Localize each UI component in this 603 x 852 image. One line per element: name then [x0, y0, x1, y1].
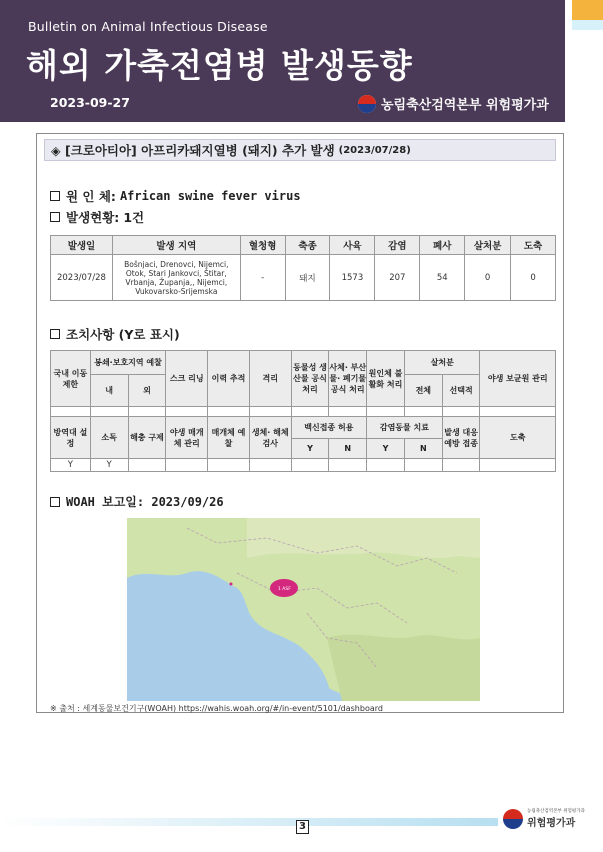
col-header: 도축	[511, 236, 556, 255]
taegeuk-icon	[503, 809, 523, 829]
col-header: 야생 보균원 관리	[480, 351, 556, 407]
sub-header: 전체	[404, 375, 442, 407]
status-value: 1건	[123, 210, 145, 225]
topic-bar	[44, 139, 556, 161]
checkbox-square-icon	[50, 212, 60, 222]
sub-header: Y	[291, 439, 329, 459]
col-header: 감염	[375, 236, 420, 255]
pathogen-label: 원 인 체:	[66, 189, 116, 204]
col-header: 사체· 부산물· 폐기물 공식 처리	[329, 351, 367, 407]
page-number: 3	[296, 820, 309, 834]
measures-line	[50, 325, 180, 343]
map-graphic	[127, 518, 480, 701]
cell: 207	[375, 255, 420, 301]
cell: 0	[465, 255, 511, 301]
footer-org-small: 농림축산검역본부 위험평가과	[527, 809, 585, 814]
cell	[291, 459, 329, 472]
cell	[208, 459, 250, 472]
footer-org-big: 위험평가과	[527, 818, 576, 829]
woah-label: WOAH 보고일: 2023/09/26	[66, 495, 224, 509]
measures-header-row2a	[51, 417, 556, 439]
cell	[367, 459, 405, 472]
col-header: 백신접종 허용	[291, 417, 367, 439]
cell	[329, 459, 367, 472]
cell: 돼지	[285, 255, 330, 301]
woah-line	[50, 493, 224, 510]
outbreak-map[interactable]	[127, 518, 480, 701]
measures-header-row1a	[51, 351, 556, 375]
cell: 2023/07/28	[51, 255, 113, 301]
accent-bar-cyan	[572, 20, 603, 30]
taegeuk-icon	[358, 95, 376, 113]
cell	[442, 459, 480, 472]
agency-name: 농림축산검역본부 위험평가과	[381, 98, 549, 113]
col-header: 국내 이동 제한	[51, 351, 91, 407]
measures-label: 조치사항 (Y로 표시)	[66, 327, 180, 342]
sub-header: 외	[128, 375, 166, 407]
cell: Bošnjaci, Drenovci, Nijemci, Otok, Stari Jankovci, Štitar, Vrbanja, Županja,, Nijemci, Vukovarsko-Srijemska	[112, 255, 240, 301]
checkbox-square-icon	[50, 329, 60, 339]
outbreak-marker-label: 1 ASF	[278, 587, 291, 592]
pathogen-value: African swine fever virus	[119, 189, 301, 203]
measures-table	[50, 350, 556, 472]
footer-logo	[503, 808, 585, 829]
col-header: 이력 추적	[208, 351, 250, 407]
cell: 54	[420, 255, 465, 301]
status-label: 발생현황:	[66, 210, 120, 225]
col-header: 도축	[480, 417, 556, 459]
col-header: 스크 리닝	[166, 351, 208, 407]
sub-header: N	[329, 439, 367, 459]
status-line	[50, 208, 144, 226]
cell	[480, 459, 556, 472]
col-header: 사육	[330, 236, 375, 255]
sub-header: Y	[367, 439, 405, 459]
bulletin-subtitle: Bulletin on Animal Infectious Disease	[28, 19, 268, 34]
col-header: 동물성 생산물 공식 처리	[291, 351, 329, 407]
col-header: 발생 지역	[112, 236, 240, 255]
pathogen-line	[50, 187, 301, 205]
sub-header: N	[404, 439, 442, 459]
cell	[404, 459, 442, 472]
occurrence-table	[50, 235, 556, 301]
accent-bar-orange	[572, 0, 603, 20]
table-row	[51, 459, 556, 472]
col-header: 매개체 예찰	[208, 417, 250, 459]
col-header: 살처분	[465, 236, 511, 255]
footer-line	[0, 818, 498, 826]
topic-title: ◈ [크로아티아] 아프리카돼지열병 (돼지) 추가 발생	[51, 143, 335, 158]
cell: 0	[511, 255, 556, 301]
col-header: 소독	[90, 417, 128, 459]
source-note: ※ 출처 : 세계동물보건기구(WOAH) https://wahis.woah.org/#/in-event/5101/dashboard	[50, 704, 383, 713]
cell	[249, 459, 291, 472]
col-header: 발생일	[51, 236, 113, 255]
col-header: 혈청형	[240, 236, 285, 255]
sub-header: 내	[90, 375, 128, 407]
checkbox-square-icon	[50, 497, 60, 507]
spacer-row	[51, 407, 556, 417]
col-header: 살처분	[404, 351, 480, 375]
topic-date: (2023/07/28)	[338, 144, 411, 156]
cell: -	[240, 255, 285, 301]
col-header: 야생 매개체 관리	[166, 417, 208, 459]
sub-header: 선택적	[442, 375, 480, 407]
col-header: 감염동물 치료	[367, 417, 443, 439]
cell	[128, 459, 166, 472]
col-header: 폐사	[420, 236, 465, 255]
checkbox-square-icon	[50, 191, 60, 201]
col-header: 생체· 해체 검사	[249, 417, 291, 459]
cell: Y	[51, 459, 91, 472]
cell: 1573	[330, 255, 375, 301]
page-title: 해외 가축전염병 발생동향	[26, 46, 413, 85]
col-header: 발생 대응 예방 접종	[442, 417, 480, 459]
cell: Y	[90, 459, 128, 472]
col-header: 축종	[285, 236, 330, 255]
agency-logo	[358, 94, 549, 113]
col-header: 방역대 설정	[51, 417, 91, 459]
col-header: 봉쇄·보호지역 예찰	[90, 351, 166, 375]
occurrence-header-row	[51, 236, 556, 255]
table-row	[51, 255, 556, 301]
col-header: 원인체 불활화 처리	[367, 351, 405, 407]
col-header: 격리	[249, 351, 291, 407]
col-header: 해충 구제	[128, 417, 166, 459]
issue-date: 2023-09-27	[50, 95, 130, 110]
cell	[166, 459, 208, 472]
